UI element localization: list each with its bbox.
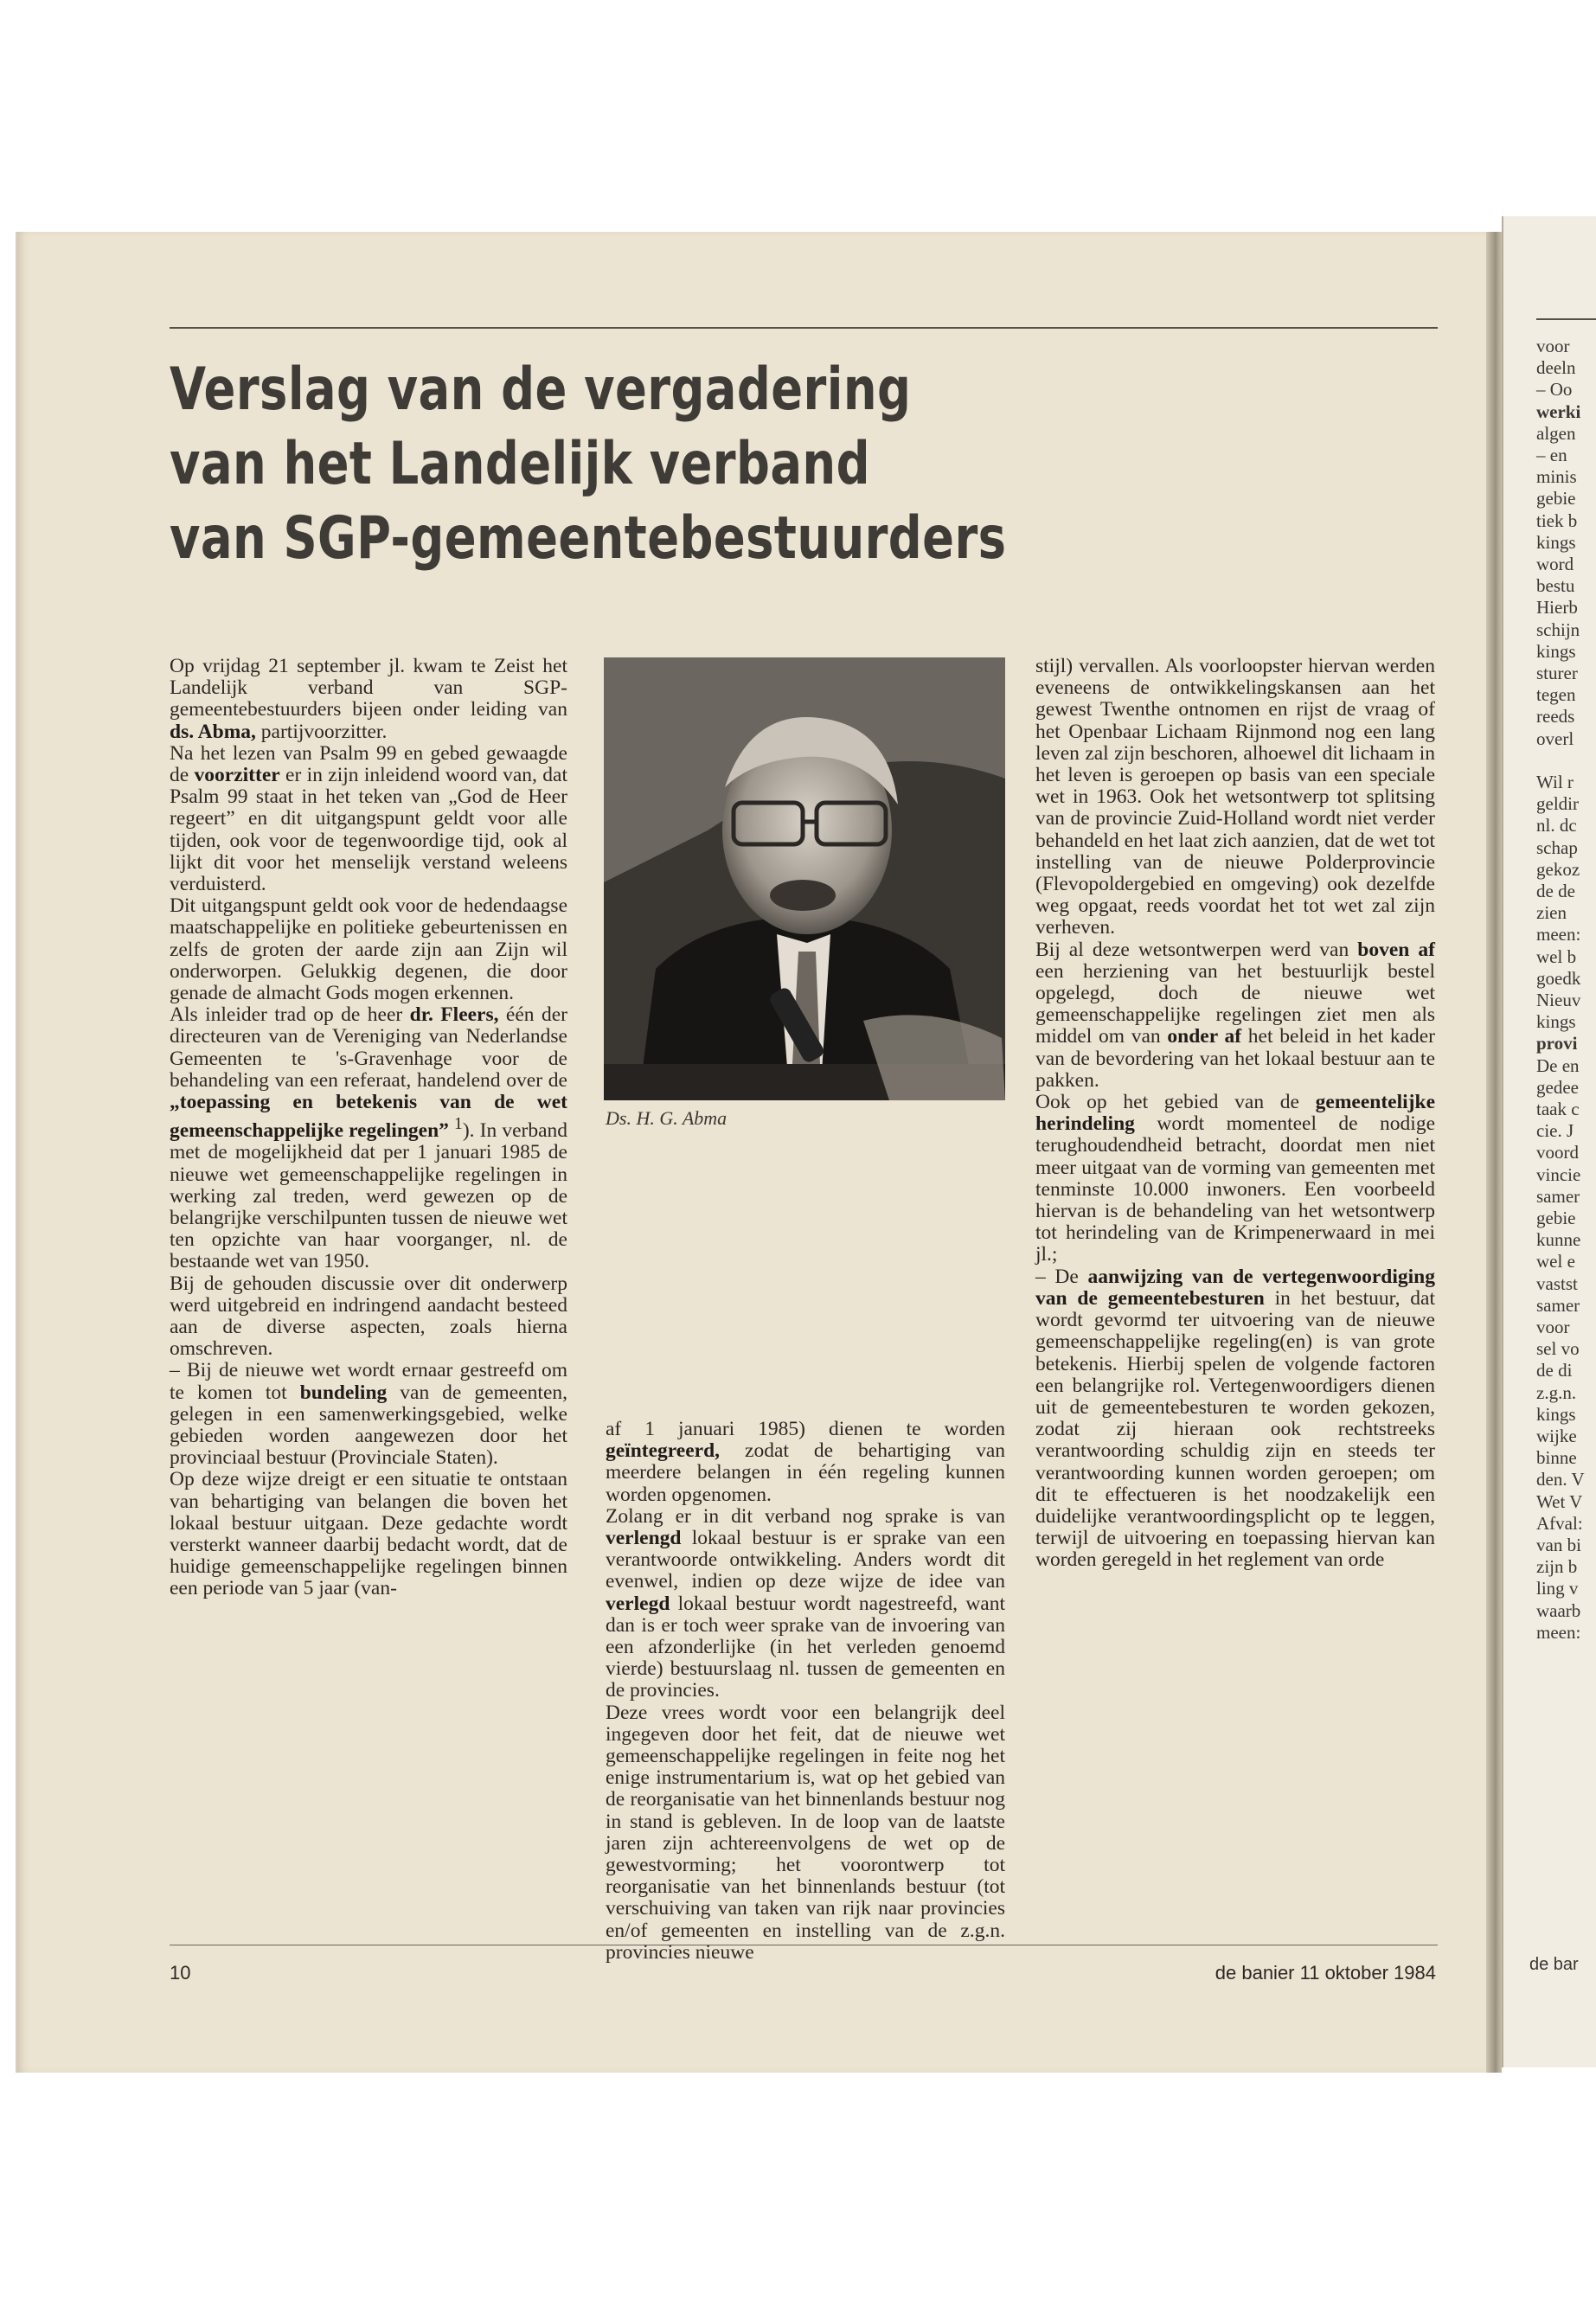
adjacent-text-fragment: – Oo: [1536, 379, 1573, 401]
page-number: 10: [170, 1962, 191, 1984]
adjacent-text-fragment: gebie: [1536, 1208, 1576, 1228]
adjacent-text-fragment: samer: [1536, 1185, 1580, 1207]
adjacent-text-fragment: vincie: [1536, 1163, 1581, 1185]
column-2: [606, 1419, 1005, 1964]
title-line-3: van SGP-gemeentebestuurders: [170, 504, 1007, 573]
adjacent-text-fragment: geldir: [1536, 793, 1579, 815]
paragraph: – De aanwijzing van de vertegenwoordiging van de gemeentebesturen in het bestuur, dat wordt gevormd ter uitvoering van de nieuwe gemeenschappelijke regeling(en) is van grote betekenis. Hierbij spelen de volgende factoren een belangrijke rol. Vertegenwoordigers dienen uit de gemeentebesturen te worden gekozen, zodat zij hieraan ook rechtstreeks verantwoording schuldig zijn en steeds ter verantwoording kunnen worden geroepen; om dit te effectueren is het noodzakelijk een duidelijke verantwoordingsplicht op te leggen, terwijl de uitvoering en toepassing hiervan kan worden geregeld in het reglement van orde: [1035, 1265, 1436, 1572]
adjacent-text-fragment: voor: [1536, 1317, 1570, 1337]
adjacent-text-fragment: werki: [1536, 401, 1581, 422]
adjacent-text-fragment: voord: [1536, 1142, 1579, 1163]
adjacent-text-fragment: kunne: [1536, 1229, 1581, 1251]
adjacent-text-fragment: schap: [1536, 836, 1578, 858]
adjacent-text-fragment: – en: [1536, 445, 1567, 465]
adjacent-text-fragment: overl: [1536, 727, 1574, 749]
adjacent-text-fragment: van bi: [1536, 1535, 1581, 1555]
column-1: [170, 656, 567, 1600]
adjacent-text-fragment: tiek b: [1536, 510, 1578, 531]
adjacent-text-fragment: goedk: [1536, 967, 1581, 989]
adjacent-text-fragment: reeds: [1536, 706, 1575, 727]
adjacent-text-fragment: Nieuv: [1536, 990, 1581, 1010]
adjacent-text-fragment: den. V: [1536, 1469, 1585, 1490]
adjacent-text-fragment: wel b: [1536, 945, 1577, 967]
top-rule: [170, 327, 1438, 329]
paragraph: af 1 januari 1985) dienen te worden geïntegreerd, zodat de behartiging van meerdere belangen in één regeling kunnen worden opgenomen.: [606, 1418, 1005, 1506]
paragraph: Dit uitgangspunt geldt ook voor de hedendaagse maatschappelijke en politieke gebeurtenissen en zelfs de groten der aarde zijn aan Zijn wil onderworpen. Gelukkig degenen, die door genade de almacht Gods mogen erkennen.: [170, 894, 567, 1005]
column-3: [1035, 656, 1435, 1572]
paragraph: Als inleider trad op de heer dr. Fleers, één der directeuren van de Vereniging van Nederlandse Gemeenten te 's-Gravenhage voor de behandeling van een referaat, handelend over de „toepassing en betekenis van de wet gemeenschappelijke regelingen” $^1$). In verband met de mogelijkheid dat per 1 januari 1985 de nieuwe wet gemeenschappelijke regelingen in werking zal treden, werd gewezen op de belangrijke verschilpunten tussen de nieuwe wet ten opzichte van haar voorganger, nl. de bestaande wet van 1950.: [170, 1003, 568, 1273]
paragraph: Op vrijdag 21 september jl. kwam te Zeist het Landelijk verband van SGP-gemeentebestuurders bijeen onder leiding van ds. Abma, partijvoorzitter.: [170, 655, 567, 743]
adjacent-text-fragment: Wet V: [1536, 1490, 1583, 1512]
paragraph: Bij al deze wetsontwerpen werd van boven af een herziening van het bestuurlijk bestel opgelegd, doch de nieuwe wet gemeenschappelijke regelingen ziet men als middel om van onder af het beleid in het kader van de bevordering van het lokaal bestuur aan te pakken.: [1035, 938, 1436, 1092]
adjacent-text-fragment: wel e: [1536, 1251, 1575, 1272]
adjacent-text-fragment: kings: [1536, 1011, 1576, 1033]
adjacent-text-fragment: binne: [1536, 1447, 1577, 1469]
adjacent-text-fragment: nl. dc: [1536, 815, 1577, 836]
adjacent-text-fragment: waarb: [1536, 1599, 1581, 1621]
adjacent-text-fragment: zijn b: [1536, 1556, 1578, 1578]
paragraph: Op deze wijze dreigt er een situatie te ontstaan van behartiging van belangen die boven het lokaal bestuur uitgaan. Deze gedachte wordt versterkt wanneer daarbij bedacht wordt, dat de huidige gemeenschappelijke regelingen binnen een periode van 5 jaar (van-: [170, 1468, 567, 1600]
adjacent-text-fragment: sel vo: [1536, 1338, 1580, 1360]
adjacent-text-fragment: meen:: [1536, 1621, 1581, 1643]
adjacent-text-fragment: Hierb: [1536, 597, 1578, 619]
adjacent-text-fragment: deeln: [1536, 357, 1576, 379]
adjacent-text-fragment: gedee: [1536, 1076, 1579, 1098]
title-line-2: van het Landelijk verband: [170, 430, 870, 498]
adjacent-text-fragment: provi: [1536, 1033, 1578, 1054]
adjacent-text-fragment: meen:: [1536, 924, 1581, 945]
adjacent-text-fragment: gekoz: [1536, 858, 1580, 880]
adjacent-text-fragment: sturer: [1536, 663, 1578, 683]
adjacent-text-fragment: de di: [1536, 1360, 1573, 1381]
adjacent-text-fragment: tegen: [1536, 684, 1576, 706]
adjacent-text-fragment: voor: [1536, 336, 1570, 356]
adjacent-text-fragment: algen: [1536, 422, 1576, 444]
adjacent-text-fragment: Afval:: [1536, 1512, 1583, 1534]
adjacent-text-fragment: ling v: [1536, 1578, 1579, 1599]
paragraph: stijl) vervallen. Als voorloopster hiervan werden eveneens de ontwikkelingskansen aan het gewest Twenthe ontnomen en rijst de vraag of het Openbaar Lichaam Rijnmond nog een lang leven zal zijn beschoren, alhoewel dit lichaam in het leven is geroepen op basis van een speciale wet in 1963. Ook het wetsontwerp tot splitsing van de provincie Zuid-Holland wordt niet verder behandeld en het laat zich aanzien, dat de wet tot instelling van de nieuwe Polderprovincie (Flevopoldergebied en omgeving) ook dezelfde weg opgaat, reeds voordat het tot wet zal zijn verheven.: [1035, 655, 1435, 939]
paragraph: Bij de gehouden discussie over dit onderwerp werd uitgebreid en indringend aandacht besteed aan de diverse aspecten, zoals hierna omschreven.: [170, 1272, 567, 1361]
adjacent-page: [1502, 216, 1596, 2067]
book-spine: [1486, 232, 1502, 2073]
adjacent-page-footer: de bar: [1529, 1955, 1579, 1974]
adjacent-text-fragment: taak c: [1536, 1099, 1580, 1119]
adjacent-text-fragment: minis: [1536, 466, 1577, 488]
adjacent-text-fragment: vastst: [1536, 1272, 1578, 1294]
paragraph: Ook op het gebied van de gemeentelijke herindeling wordt momenteel de nodige terughoudendheid betracht, doordat men niet meer uitgaat van de vorming van gemeenten met tenminste 10.000 inwoners. Een voorbeeld hiervan is de behandeling van het wetsontwerp tot herindeling van de Krimpenerwaard in mei jl.;: [1035, 1091, 1435, 1266]
paragraph: – Bij de nieuwe wet wordt ernaar gestreefd om te komen tot bundeling van de gemeenten, gelegen in een samenwerkingsgebied, welke gebieden worden aangewezen door het provinciaal bestuur (Provinciale Staten).: [170, 1359, 567, 1470]
title-line-1: Verslag van de vergadering: [170, 356, 912, 424]
adjacent-text-fragment: gebie: [1536, 488, 1576, 510]
adjacent-page-rule: [1536, 318, 1596, 320]
paragraph: Zolang er in dit verband nog sprake is van verlengd lokaal bestuur is er sprake van een verantwoorde ontwikkeling. Anders wordt dit evenwel, indien op deze wijze de idee van verlegd lokaal bestuur wordt nagestreefd, want dan is er toch weer sprake van de invoering van een afzonderlijke (in het verleden genoemd vierde) bestuurslaag nl. tussen de gemeenten en de provincies.: [606, 1504, 1005, 1702]
journal-footer: de banier 11 oktober 1984: [1215, 1962, 1436, 1984]
adjacent-text-fragment: Wil r: [1536, 772, 1574, 792]
adjacent-text-fragment: z.g.n.: [1536, 1381, 1577, 1403]
adjacent-text-fragment: kings: [1536, 531, 1576, 553]
portrait-photo: [604, 657, 1005, 1100]
adjacent-text-fragment: zien: [1536, 902, 1567, 924]
paragraph: Deze vrees wordt voor een belangrijk deel ingegeven door het feit, dat de nieuwe wet gemeenschappelijke regelingen in feite nog het enige instrumentarium is, wat op het gebied van de reorganisatie van het binnenlands bestuur nog in stand is gebleven. In de loop van de laatste jaren zijn achtereenvolgens de wet op de gewestvorming; het voorontwerp tot reorganisatie van het binnenlands bestuur (tot verschuiving van taken van rijk naar provincies en/of gemeenten en instelling van de z.g.n. provincies nieuwe: [606, 1701, 1005, 1964]
adjacent-text-fragment: De en: [1536, 1054, 1580, 1076]
adjacent-text-fragment: bestu: [1536, 575, 1575, 597]
paragraph: Na het lezen van Psalm 99 en gebed gewaagde de voorzitter er in zijn inleidend woord van, dat Psalm 99 staat in het teken van „God de Heer regeert” en dit uitgangspunt geldt voor alle tijden, ook voor de tegenwoordige tijd, ook al lijkt dit voor het menselijk verstand weleens verduisterd.: [170, 741, 567, 896]
adjacent-text-fragment: kings: [1536, 1403, 1576, 1425]
adjacent-text-fragment: de de: [1536, 881, 1575, 901]
adjacent-text-fragment: schijn: [1536, 619, 1580, 640]
adjacent-text-fragment: cie. J: [1536, 1120, 1574, 1142]
adjacent-text-fragment: kings: [1536, 640, 1576, 662]
article-title: [170, 353, 1007, 576]
photo-caption: Ds. H. G. Abma: [606, 1107, 727, 1129]
adjacent-text-fragment: samer: [1536, 1294, 1580, 1316]
adjacent-text-fragment: word: [1536, 554, 1574, 574]
portrait-illustration: [604, 657, 1005, 1100]
adjacent-text-fragment: wijke: [1536, 1426, 1577, 1446]
